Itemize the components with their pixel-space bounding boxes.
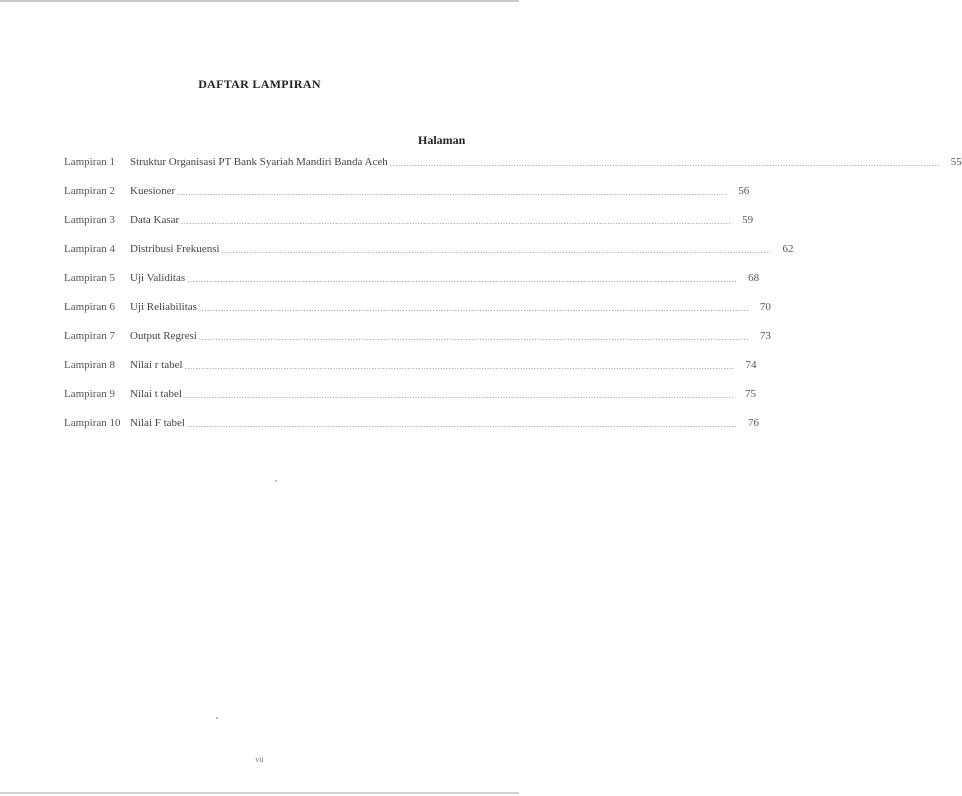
list-item: [64, 242, 794, 271]
entry-title: Nilai t tabel: [130, 388, 182, 400]
entry-page: 75: [744, 388, 756, 400]
footer-page-number: vii: [255, 755, 264, 764]
entry-title: Kuesioner: [130, 185, 176, 197]
table-of-contents: [64, 155, 962, 445]
dot-leader: ........................................................................................................................................................................................................: [181, 216, 732, 226]
entry-page: 68: [748, 272, 760, 284]
dot-leader: ........................................................................................................................................................................................................: [198, 332, 749, 342]
entry-page: 56: [738, 185, 750, 197]
entry-title: Uji Validitas: [130, 272, 186, 284]
entry-page: 59: [742, 214, 754, 226]
entry-page: 74: [745, 359, 757, 371]
entry-label: Lampiran 6: [64, 301, 116, 313]
list-item: [64, 184, 750, 213]
entry-page: 76: [748, 417, 759, 429]
entry-label: Lampiran 5: [64, 272, 116, 284]
list-item: [64, 155, 962, 184]
list-item: [64, 329, 771, 358]
entry-title: Output Regresi: [130, 330, 197, 342]
entry-label: Lampiran 8: [64, 359, 116, 371]
entry-page: 73: [759, 330, 771, 342]
page-top-edge: [0, 0, 519, 2]
dot-leader: ........................................................................................................................................................................................................: [187, 419, 737, 429]
dot-leader: ........................................................................................................................................................................................................: [187, 274, 738, 284]
page-title: DAFTAR LAMPIRAN: [198, 77, 321, 91]
entry-label: Lampiran 3: [64, 214, 116, 226]
dot-leader: ........................................................................................................................................................................................................: [183, 390, 734, 400]
dot-leader: ........................................................................................................................................................................................................: [177, 187, 728, 197]
entry-label: Lampiran 10: [64, 417, 121, 429]
entry-page: 70: [759, 301, 771, 313]
list-item: [64, 416, 759, 445]
entry-title: Struktur Organisasi PT Bank Syariah Mandiri Banda Aceh: [130, 156, 388, 168]
entry-page: 55: [950, 156, 962, 168]
list-item: [64, 358, 757, 387]
list-item: [64, 271, 760, 300]
entry-title: Distribusi Frekuensi: [130, 243, 220, 255]
dot-leader: ........................................................................................................................................................................................................: [198, 303, 749, 313]
entry-page: 62: [782, 243, 794, 255]
list-item: [64, 213, 754, 242]
page-column-header: Halaman: [418, 133, 466, 147]
entry-title: Data Kasar: [130, 214, 180, 226]
list-item: [64, 387, 756, 416]
entry-title: Uji Reliabilitas: [130, 301, 197, 313]
entry-label: Lampiran 9: [64, 388, 116, 400]
dot-leader: ........................................................................................................................................................................................................: [389, 158, 940, 168]
entry-label: Lampiran 2: [64, 185, 116, 197]
scan-speck: [275, 480, 277, 482]
dot-leader: ........................................................................................................................................................................................................: [184, 361, 735, 371]
entry-label: Lampiran 1: [64, 156, 116, 168]
page-bottom-edge: [0, 792, 519, 794]
dot-leader: ........................................................................................................................................................................................................: [221, 245, 772, 255]
entry-label: Lampiran 4: [64, 243, 116, 255]
scan-speck: [216, 717, 218, 719]
entry-title: Nilai F tabel: [130, 417, 185, 429]
entry-title: Nilai r tabel: [130, 359, 183, 371]
list-item: [64, 300, 771, 329]
entry-label: Lampiran 7: [64, 330, 116, 342]
